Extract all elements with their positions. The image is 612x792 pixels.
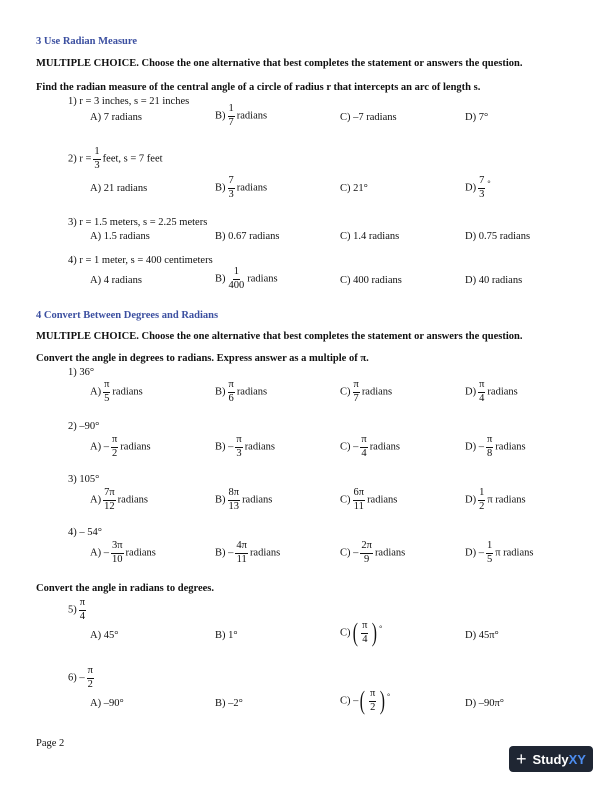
question-stem: 1) r = 3 inches, s = 21 inches [68,96,190,107]
fraction: $\frac{\pi}{6}$ [228,379,234,404]
fraction: $\frac{7}{3}$ [479,175,485,200]
studyxy-badge[interactable] [509,746,593,772]
choice-c: C) –7 radians [340,112,397,123]
choice-a: A) 4 radians [90,275,142,286]
fraction: $\frac{\pi}{7}$ [353,379,359,404]
badge-text: Study [532,751,569,767]
fraction: $\frac{1}{400}$ [228,266,245,291]
choice-d: D) 45π° [465,630,499,641]
choice-b: B) $\frac{8\pi}{13}$ radians [215,487,273,512]
choice-d: D) 7° [465,112,489,123]
fraction: $\frac{\pi}{8}$ [486,434,493,459]
fraction: $\frac{7\pi}{12}$ [104,487,115,512]
fraction: $\frac{3\pi}{10}$ [111,540,123,565]
question-stem: 3) r = 1.5 meters, s = 2.25 meters [68,217,208,228]
choice-c: C) $\frac{6\pi}{11}$ radians [340,487,398,512]
question-stem: 1) 36° [68,367,95,378]
fraction: $\frac{1}{2}$ [479,487,485,512]
choice-d: D) $\frac{1}{2}$ π radians [465,487,526,512]
choice-a: A) –90° [90,698,124,709]
choice-a: A) $\frac{7\pi}{12}$ radians [90,487,148,512]
question-stem: 2) –90° [68,421,100,432]
choice-a: A) 7 radians [90,112,142,123]
fraction: $\frac{6\pi}{11}$ [353,487,365,512]
choice-a: A) 21 radians [90,183,148,194]
section-3-heading: 3 Use Radian Measure [36,36,138,47]
choice-d: D) 40 radians [465,275,523,286]
choice-d: D) – $\frac{1}{5}$ π radians [465,540,534,565]
choice-d: D) 0.75 radians [465,231,531,242]
choice-c: C) $\frac{\pi}{7}$ radians [340,379,393,404]
fraction: $\frac{\pi}{2}$ [370,688,376,713]
question-stem: 3) 105° [68,474,100,485]
fraction: $\frac{\pi}{2}$ [87,665,93,690]
section-3-prompt: Find the radian measure of the central angle of a circle of radius r that intercepts an arc of length s. [36,82,481,93]
fraction: $\frac{8\pi}{13}$ [228,487,240,512]
choice-d: D) $\frac{7}{3}$ ° [465,175,491,200]
fraction: $\frac{\pi}{5}$ [104,379,110,404]
question-stem: 5) $\frac{\pi}{4}$ [68,597,86,622]
choice-c: C) 21° [340,183,368,194]
fraction: $\frac{7}{3}$ [228,175,234,200]
section-4-prompt-2: Convert the angle in radians to degrees. [36,583,215,594]
choice-b: B) $\frac{\pi}{6}$ radians [215,379,268,404]
choice-b: B) 1° [215,630,238,641]
section-4-instruction: MULTIPLE CHOICE. Choose the one alternative that best completes the statement or answers the question. [36,331,523,342]
choice-a: A) $\frac{\pi}{5}$ radians [90,379,143,404]
choice-c: C) 1.4 radians [340,231,400,242]
section-4-heading: 4 Convert Between Degrees and Radians [36,310,219,321]
fraction: $\frac{\pi}{4}$ [79,597,86,622]
choice-b: B) $\frac{1}{400}$ radians [215,266,278,291]
choice-a: A) 1.5 radians [90,231,150,242]
choice-a: A) – $\frac{\pi}{2}$ radians [90,434,151,459]
fraction: $\frac{\pi}{4}$ [479,379,485,404]
question-stem: 2) r = $\frac{1}{3}$ feet, s = 7 feet [68,146,163,171]
section-3-instruction: MULTIPLE CHOICE. Choose the one alternative that best completes the statement or answers the question. [36,58,523,69]
choice-d: D) –90π° [465,698,504,709]
choice-b: B) –2° [215,698,243,709]
choice-c: C) – ( $\frac{\pi}{2}$ ) ° [340,686,391,715]
choice-a: A) 45° [90,630,119,641]
choice-d: D) $\frac{\pi}{4}$ radians [465,379,518,404]
question-stem: 6) – $\frac{\pi}{2}$ [68,665,93,690]
choice-c: C) – $\frac{2\pi}{9}$ radians [340,540,406,565]
choice-b: B) – $\frac{4\pi}{11}$ radians [215,540,281,565]
section-4-prompt: Convert the angle in degrees to radians. Express answer as a multiple of π. [36,353,369,364]
fraction: $\frac{\pi}{4}$ [362,620,368,645]
page-number: Page 2 [36,738,65,749]
badge-accent: XY [568,751,586,767]
question-stem: 4) – 54° [68,527,102,538]
choice-a: A) – $\frac{3\pi}{10}$ radians [90,540,156,565]
fraction: $\frac{4\pi}{11}$ [236,540,247,565]
fraction: $\frac{\pi}{4}$ [361,434,367,459]
fraction: $\frac{\pi}{2}$ [111,434,118,459]
choice-c: C) ( $\frac{\pi}{4}$ ) ° [340,618,383,647]
fraction: $\frac{1}{7}$ [228,103,234,128]
choice-d: D) – $\frac{\pi}{8}$ radians [465,434,526,459]
choice-b: B) 0.67 radians [215,231,280,242]
fraction: $\frac{1}{3}$ [94,146,100,171]
question-stem: 4) r = 1 meter, s = 400 centimeters [68,255,213,266]
choice-b: B) $\frac{7}{3}$ radians [215,175,268,200]
fraction: $\frac{\pi}{3}$ [236,434,242,459]
choice-b: B) $\frac{1}{7}$ radians [215,103,268,128]
choice-b: B) – $\frac{\pi}{3}$ radians [215,434,276,459]
plus-icon: + [516,748,527,769]
choice-c: C) 400 radians [340,275,402,286]
fraction: $\frac{2\pi}{9}$ [361,540,372,565]
choice-c: C) – $\frac{\pi}{4}$ radians [340,434,401,459]
fraction: $\frac{1}{5}$ [486,540,493,565]
